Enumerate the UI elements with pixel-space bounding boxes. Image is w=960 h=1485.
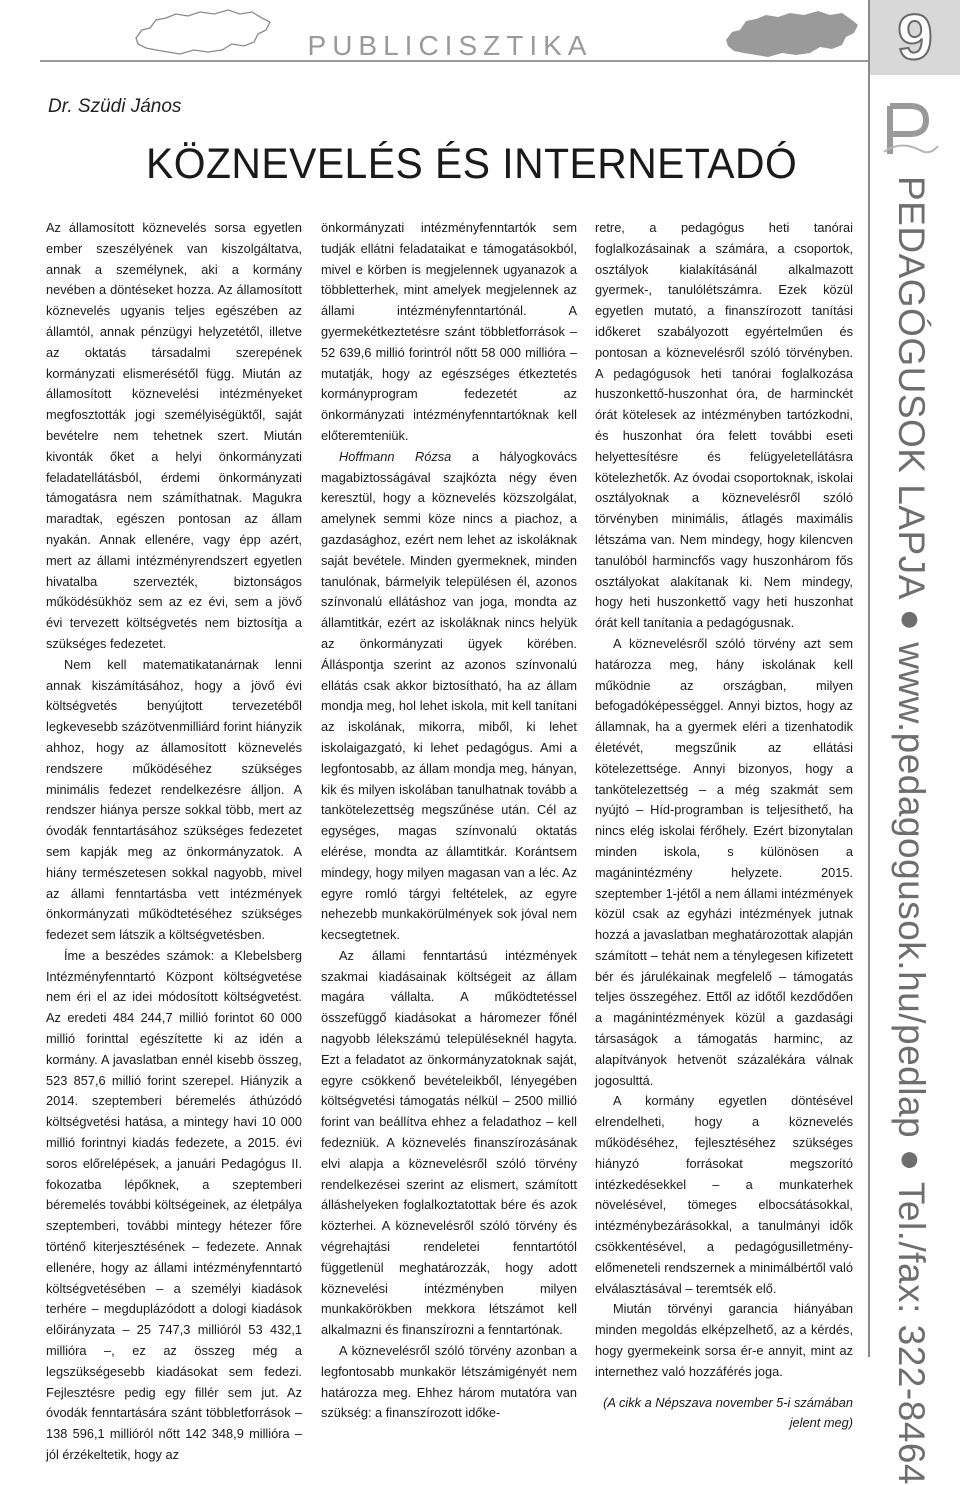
paragraph-rest: a hályogkovács magabiztosságával szajkózta négy éven keresztül, hogy a köznevelés közszolgálat, amelynek semmi köze nincs a piachoz, a gazdasághoz, ezért nem lehet az iskoláknak saját bevétele. Minden gyermeknek, minden tanulónak, bármelyik településen él, azonos színvonalú ellátáshoz van joga, mondta az államtitkár, ezért az iskoláknak nincs helyük az önkormányzati ügyek körében. Álláspontja szerint az azonos színvonalú ellátás csak akkor biztosítható, ha az állam mondja meg, hol lehet iskola, mit kell tanítani az iskolának, mikorra, miből, ki lehet iskolaigazgató, ki lehet pedagógus. Ami a legfontosabb, az állam mondja meg, hányan, kik és milyen iskolában tanulhatnak tovább a tankötelezettség megszűnése után. Cél az egységes, magas színvonalú oktatás elérése, mondta az államtitkár. Korántsem mindegy, hogy milyen magasan van a léc. Az egyre romló tárgyi feltételek, az egyre nehezebb munkakörülmények sok jóval nem kecsegtetnek. bbox=[321, 448, 578, 943]
paragraph: A kormány egyetlen döntésével elrendelheti, hogy a köznevelés működéséhez, fejlesztéséhez szükséges hiányzó forrásokat megszorító intézkedésekkel – a munkaterhek növelésével, tömeges elbocsátásokkal, intézménybezárásokkal, a tanulmányi idők csökkentésével, a pedagógusilletmény-előmeneteli rendszernek a minimálbértől való elválasztásával – teremtsék elő. bbox=[595, 1093, 853, 1296]
sidebar-contact-text: PEDAGÓGUSOK LAPJA ● www.pedagogusok.hu/pedlap ● Tel./fax: 322-8464 bbox=[891, 176, 932, 1485]
paragraph: Nem kell matematikatanárnak lenni annak kiszámításához, hogy a jövő évi költségvetés benyújtott tervezetéből legkevesebb százötvenmilliárd forint hiányzik ahhoz, hogy az államosított köznevelés rendszere működéséhez szükséges minimális fedezet rendelkezésre álljon. A rendszer hiánya persze sokkal több, mert az óvodák fenntartásához szükséges fedezetet sem kapják meg az önkormányzatok. A hiány természetesen sokkal nagyobb, mivel az állami fenntartásba vett intézmények önkormányzati működtetéséhez szükséges fedezet sem látszik a költségvetésben. bbox=[46, 656, 302, 943]
pedagogusok-lapja-logo-icon bbox=[880, 100, 940, 160]
header-rule bbox=[40, 60, 868, 62]
paragraph: A köznevelésről szóló törvény azonban a legfontosabb munkakör létszámigényét nem határozza meg. Ehhez három mutatóra van szükség: a finanszírozott időke- bbox=[321, 1343, 577, 1421]
paragraph: retre, a pedagógus heti tanórai foglalkozásainak a számára, a csoportok, osztályok kialakításánál alkalmazott gyermek-, tanulólétszámra. Ezek közül egyetlen mutató, a finanszírozott tanítási időkeret szabályozott egyértelműen és pontosan a köznevelésről szóló törvényben. A pedagógusok heti tanórai foglalkozása huszonkettő-huszonhat óra, de harminckét órát kötelesek az intézményben tartózkodni, és huszonhat óra felett további eseti helyettesítésre és felügyeletellátásra kötelezhetők. Az óvodai csoportoknak, iskolai osztályoknak a köznevelésről szóló törvényben minimális, átlagés maximális létszáma van. Nem mindegy, hogy kilencven tanulóból harmincfős vagy huszonhárom fős osztályokat alakítanak ki. Nem mindegy, hogy heti huszonkettő vagy heti huszonhat órát kell tanítania a pedagógusnak. bbox=[595, 220, 853, 631]
sidebar-vertical-text bbox=[880, 176, 940, 1485]
paragraph: önkormányzati intézményfenntartók sem tudják ellátni feladataikat e támogatásokból, mivel e körben is megjelennek ugyanazok a többletterhek, mint amelyek megjelennek az állami intézményfenntartónál. A gyermekétkeztetésre szánt többletforrások – 52 639,6 millió forintról nőtt 58 000 millióra – mutatják, hogy az egészséges étkeztetés kormányprogram fedezetét az önkormányzati intézményfenntartóknak kell előteremteniük. bbox=[321, 220, 577, 443]
paragraph: Az állami fenntartású intézmények szakmai kiadásainak költségeit az állam magára vállalta. A működtetéssel összefüggő kiadásokat a háromezer főnél nagyobb lélekszámú településeknél hagyta. Ezt a feladatot az önkormányzatoknak saját, egyre csökkenő bevételeikből, lényegében költségvetési támogatás nélkül – 2500 millió forint van beállítva ehhez a feladathoz – kell fedezniük. A köznevelés finanszírozásának elvi alapja a köznevelésről szóló törvény rendelkezései szerint az elismert, számított álláshelyeken foglalkoztatottak bére és azok közterhei. A köznevelésről szóló törvény és végrehajtási rendeletei fenntartótól függetlenül meghatározzák, hogy adott köznevelési intézményben milyen munkakörökben mekkora létszámot kell alkalmazni és finanszírozni a fenntartónak. bbox=[321, 947, 577, 1338]
section-title: PUBLICISZTIKA bbox=[307, 30, 593, 61]
column-2 bbox=[321, 218, 577, 1424]
page-number: 9 bbox=[897, 1, 933, 73]
source-note: (A cikk a Népszava november 5-i számában jelent meg) bbox=[603, 1394, 853, 1431]
paragraph: Íme a beszédes számok: a Klebelsberg Intézményfenntartó Központ költségvetése nem éri el az idei módosított költségvetést. Az eredeti 484 244,7 millió forintot 60 000 millió forinttal egészítette ki az idén a kormány. A javaslatban ennél kisebb összeg, 523 857,6 millió forint szerepel. Hiányzik a 2014. szeptemberi béremelés áthúzódó költségvetési hatása, a mintegy havi 10 000 millió forintnyi kiadás fedezete, a 2015. évi soros előrelépések, a januári Pedagógus II. fokozatba lépőknek, a szeptemberi béremelés további költségeinek, az életpálya szeptemberi, további mintegy hétezer főre történő kiterjesztésének – fedezete. Annak ellenére, hogy az állami intézményfenntartó költségvetésében – a személyi kiadások terhére – megduplázódott a dologi kiadások előirányzata – 25 747,3 millióról 53 432,1 millióra –, ez az összeg még a legszükségesebb kiadásokat sem fedezi. Fejlesztésre pedig egy fillér sem jut. Az óvodák fenntartására szánt többletforrások – 138 596,1 millióról nőtt 142 348,9 millióra – jól érzékeltetik, hogy az bbox=[46, 947, 302, 1463]
article-title: KÖZNEVELÉS ÉS INTERNETADÓ bbox=[146, 140, 798, 188]
article-body bbox=[46, 218, 856, 1463]
paragraph: Az államosított köznevelés sorsa egyetlen ember szeszélyének van kiszolgáltatva, annak a személynek, aki a kormány nevében a döntéseket hozza. Az államosított köznevelés ugyanis teljes egészében az államtól, annak pénzügyi helyzetétől, illetve az oktatás társadalmi szerepének kormányzati elismerésétől függ. Miután az államosított köznevelési intézményeket megfosztották jogi személyiségüktől, saját bevételre nem tehetnek szert. Miután kivonták őket a helyi önkormányzati feladatellátásból, érdemi önkormányzati támogatásra nem számíthatnak. Magukra maradtak, egészen pontosan az állam nyakán. Annak ellenére, vagy épp azért, mert az állami intézményrendszert egyetlen hivatalba szervezték, biztonságos működésükhöz sem az ez évi, sem a jövő évi tervezett költségvetés nem biztosítja a szükséges fedezetet. bbox=[46, 220, 302, 651]
hungary-map-outline-icon bbox=[128, 8, 278, 58]
italic-name: Hoffmann Rózsa bbox=[339, 448, 452, 464]
hungary-map-filled-icon bbox=[720, 8, 860, 63]
paragraph: A köznevelésről szóló törvény azt sem határozza meg, hány iskolának kell működnie az országban, milyen befogadóképességgel. Annyi biztos, hogy az államnak, ha a gyermek eléri a tizenhatodik életévét, megszűnik az ellátási kötelezettsége. Annyi bizonyos, hogy a tankötelezettség – a még szakmát sem nyújtó – Híd-programban is teljesíthető, ha nincs elég iskolai férőhely. Ezért bizonytalan minden iskola, s különösen a magánintézmény helyzete. 2015. szeptember 1-jétől a nem állami intézmények közül csak az egyházi intézmények jutnak hozzá a javaslatban meghatározottak alapján számított – tehát nem a ténylegesen kifizetett bér és járulékainak megfelelő – támogatás teljes összegéhez. Ettől az időtől kezdődően a magánintézmények közül a gazdasági társaságok a támogatás harminc, az alapítványok hetvenöt százalékára válnak jogosulttá. bbox=[595, 635, 853, 1088]
sidebar-divider bbox=[868, 0, 870, 1357]
paragraph: Miután törvényi garancia hiányában minden megoldás elképzelhető, az a kérdés, hogy gyermekeink sorsa ér-e annyit, mint az internethez való hozzáférés joga. bbox=[595, 1301, 853, 1379]
column-3 bbox=[595, 218, 853, 1434]
author: Dr. Szüdi János bbox=[48, 96, 182, 117]
paragraph-hoffmann bbox=[321, 447, 577, 946]
column-1 bbox=[46, 218, 302, 1466]
